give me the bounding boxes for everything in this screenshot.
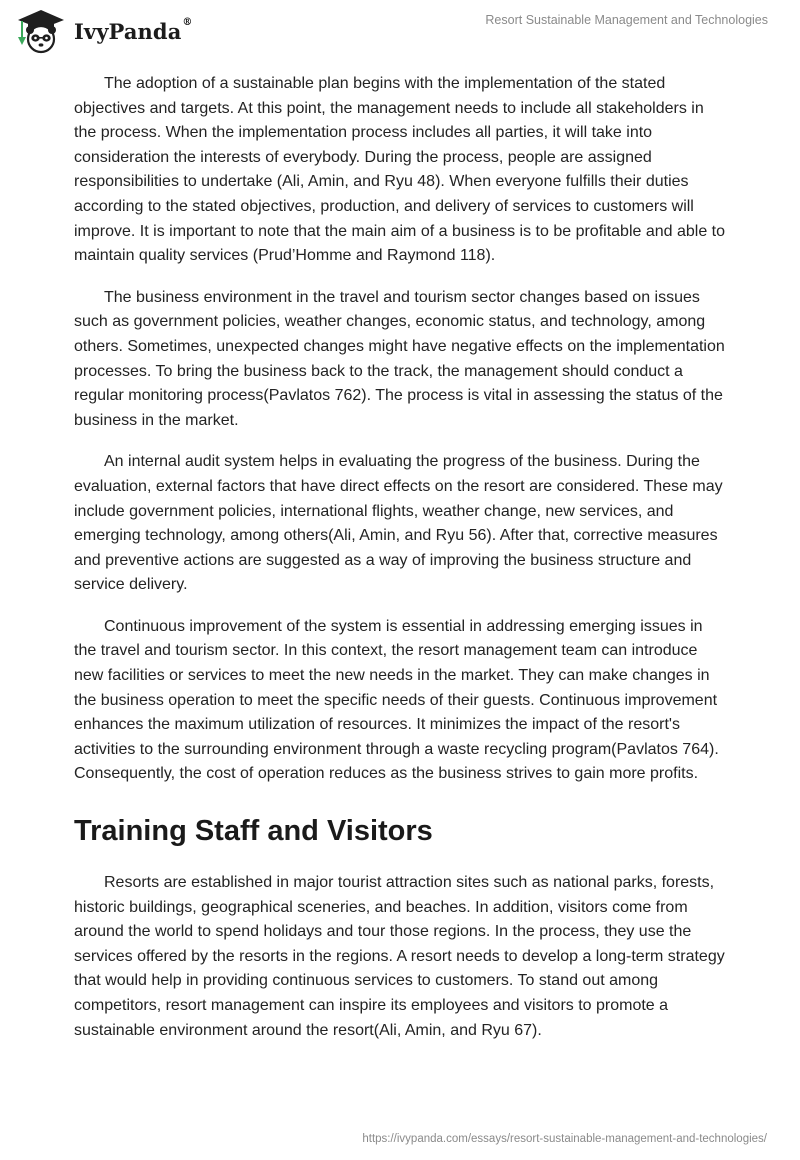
section-heading: Training Staff and Visitors xyxy=(74,815,433,848)
paragraph: Resorts are established in major tourist attraction sites such as national parks, forests, historic buildings, geographical sceneries, and beaches. In addition, visitors come from around the world to spend holidays and tour those regions. In the process, they use the services offered by the resorts in the regions. A resort needs to develop a long-term strategy that would help in providing continuous services to customers. To stand out among competitors, resort management can inspire its employees and visitors to promote a sustainable environment around the resort(Ali, Amin, and Ryu 67). xyxy=(74,874,725,1039)
brand-text: IvyPanda xyxy=(74,18,182,44)
ivypanda-logo[interactable] xyxy=(14,8,193,54)
paragraph: An internal audit system helps in evaluating the progress of the business. During the evaluation, external factors that have direct effects on the resort are considered. These may include government policies, international flights, weather change, new services, and emerging technology, among others(Ali, Amin, and Ryu 56). After that, corrective measures and preventive actions are suggested as a way of improving the business structure and service delivery. xyxy=(74,453,723,594)
paragraph: The business environment in the travel and tourism sector changes based on issues such as government policies, weather changes, economic status, and technology, among others. Sometimes, unexpected changes might have negative effects on the implementation processes. To bring the business back to the track, the management should conduct a regular monitoring process(Pavlatos 762). The process is vital in assessing the status of the business in the market. xyxy=(74,288,725,429)
registered-mark: ® xyxy=(182,16,193,28)
panda-graduation-cap-icon xyxy=(14,8,68,54)
document-title: Resort Sustainable Management and Technologies xyxy=(485,13,768,27)
footer-source-url[interactable]: https://ivypanda.com/essays/resort-sustainable-management-and-technologies/ xyxy=(362,1133,767,1145)
paragraph: Continuous improvement of the system is essential in addressing emerging issues in the travel and tourism sector. In this context, the resort management team can introduce new facilities or services to meet the new needs in the market. They can make changes in the business operation to meet the specific needs of their guests. Continuous improvement enhances the maximum utilization of resources. It minimizes the impact of the resort's activities to the surrounding environment through a waste recycling program(Pavlatos 764). Consequently, the cost of operation reduces as the business strives to gain more profits. xyxy=(74,617,719,783)
essay-content xyxy=(74,72,726,1060)
brand-name xyxy=(74,16,193,44)
paragraph: The adoption of a sustainable plan begins with the implementation of the stated objectives and targets. At this point, the management needs to include all stakeholders in the process. When the implementation process includes all parties, it will take into consideration the interests of everybody. During the process, people are assigned responsibilities to undertake (Ali, Amin, and Ryu 48). When everyone fulfills their duties according to the stated objectives, production, and delivery of services to customers will improve. It is important to note that the main aim of a business is to be profitable and able to maintain quality services (Prud’Homme and Raymond 118). xyxy=(74,75,726,265)
page-header xyxy=(0,0,800,60)
